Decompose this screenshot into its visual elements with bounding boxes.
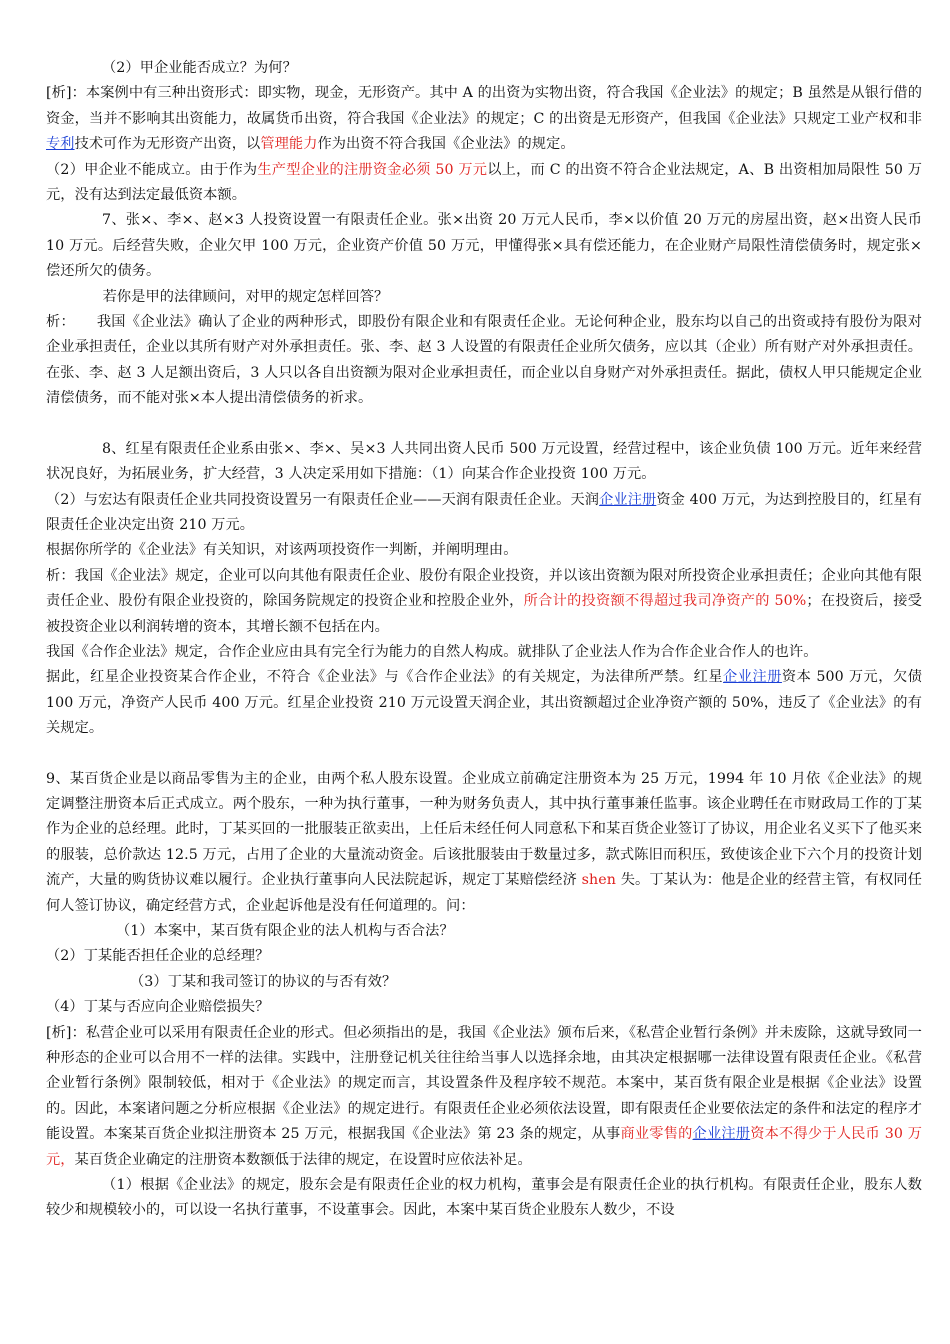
- text-run: 以上，而 C 的出资不符合企业法规定，A、B 出资相加局限性 50 万元，没有达到法定最低资本额。: [46, 161, 923, 204]
- text-run: （3）丁某和我司签订的协议的与否有效？: [130, 973, 397, 990]
- text-run: 析： 我国《企业法》确认了企业的两种形式，即股份有限企业和有限责任企业。无论何种企业，股东均以自己的出资或持有股份为限对企业承担责任，企业以其所有财产对外承担责任。张、李、赵 3 人设置的有限责任企业所欠债务，应以其（企业）所有财产对外承担责任。在张、李、赵 3 人足额出资后，3 人只以各自出资额为限对企业承担责任，而企业以自身财产对外承担责任。据此，债权人甲只能规定企业清偿债务，而不能对张×本人提出清偿债务的祈求。: [46, 314, 922, 407]
- paragraph: [46, 56, 922, 81]
- paragraph: [46, 285, 922, 310]
- highlighted-text: 资本不得少于人民币 30 万元，: [46, 1126, 922, 1168]
- paragraph: [46, 665, 922, 741]
- text-run: [析]：私营企业可以采用有限责任企业的形式。但必须指出的是，我国《企业法》颁布后来，《私营企业暂行条例》并未废除，这就导致同一种形态的企业可以合用不一样的法律。实践中，注册登记机关往往给当事人以选择余地，由其决定根据哪一法律设置有限责任企业。《私营企业暂行条例》限制较低，相对于《企业法》的规定而言，其设置条件及程序较不规范。本案中，某百货有限企业是根据《企业法》设置的。因此，本案诸问题之分析应根据《企业法》的规定进行。有限责任企业必须依法设置，即有限责任企业要依法定的条件和法定的程序才能设置。本案某百货企业拟注册资本 25 万元，根据我国《企业法》第 23 条的规定，从事: [46, 1024, 922, 1143]
- document-page: [46, 56, 922, 1224]
- paragraph: [46, 640, 922, 665]
- paragraph: [46, 310, 922, 412]
- text-run: 据此，红星企业投资某合作企业，不符合《企业法》与《合作企业法》的有关规定，为法律所严禁。红星: [46, 669, 724, 686]
- text-run: 某百货企业确定的注册资本数额低于法律的规定，在设置时应依法补足。: [74, 1151, 532, 1168]
- text-run: 析：我国《企业法》规定，企业可以向其他有限责任企业、股份有限企业投资，并以该出资额为限对所投资企业承担责任；企业向其他有限责任企业、股份有限企业投资的，除国务院规定的投资企业和控股企业外，: [46, 567, 922, 610]
- highlighted-text: 所合计的投资额不得超过我司净资产的 50%: [523, 593, 807, 610]
- highlighted-text: shen: [581, 872, 617, 889]
- paragraph: [46, 81, 922, 157]
- text-run: （2）丁某能否担任企业的总经理？: [46, 948, 270, 965]
- highlighted-text: 管理能力: [260, 136, 318, 153]
- text-run: ；在投资后，接受被投资企业以利润转增的资本，其增长额不包括在内。: [46, 593, 922, 635]
- hyperlink[interactable]: 企业注册: [723, 669, 782, 686]
- paragraph: [46, 437, 922, 488]
- text-run: （4）丁某与否应向企业赔偿损失？: [46, 999, 270, 1016]
- text-run: 失。丁某认为：他是企业的经营主管，有权同任何人签订协议，确定经营方式，企业起诉他是没有任何道理的。问：: [46, 872, 922, 914]
- blank-line: [46, 742, 922, 767]
- text-run: （1）根据《企业法》的规定，股东会是有限责任企业的权力机构，董事会是有限责任企业的执行机构。有限责任企业，股东人数较少和规模较小的，可以设一名执行董事，不设董事会。因此，本案中某百货企业股东人数少，不设: [46, 1177, 922, 1219]
- hyperlink[interactable]: 企业注册: [692, 1126, 751, 1143]
- hyperlink[interactable]: 专利: [46, 136, 75, 153]
- paragraph: [46, 995, 922, 1020]
- paragraph: [46, 208, 922, 284]
- text-run: 技术可作为无形资产出资，以: [74, 136, 261, 153]
- text-run: 8、红星有限责任企业系由张×、李×、吴×3 人共同出资人民币 500 万元设置，经营过程中，该企业负债 100 万元。近年来经营状况良好，为拓展业务，扩大经营，3 人决定采用如下措施：（1）向某合作企业投资 100 万元。: [46, 440, 922, 483]
- text-run: 根据你所学的《企业法》有关知识，对该两项投资作一判断，并阐明理由。: [46, 542, 518, 559]
- paragraph: [46, 158, 922, 209]
- text-run: （1）本案中，某百货有限企业的法人机构与否合法？: [116, 923, 454, 939]
- text-run: 资本 500 万元，欠债 100 万元，净资产人民币 400 万元。红星企业投资 210 万元设置天润企业，其出资额超过企业净资产额的 50%，违反了《企业法》的有关规定。: [46, 669, 922, 737]
- text-run: 7、张×、李×、赵×3 人投资设置一有限责任企业。张×出资 20 万元人民币，李×以价值 20 万元的房屋出资，赵×出资人民币 10 万元。后经营失败，企业欠甲 100 万元，企业资产价值 50 万元，甲懂得张×具有偿还能力，在企业财产局限性清偿债务时，规定张×偿还所欠的债务。: [46, 212, 922, 280]
- highlighted-text: 生产型企业的注册资金必须 50 万元: [257, 161, 488, 178]
- text-run: 资金 400 万元，为达到控股目的，红星有限责任企业决定出资 210 万元。: [46, 491, 922, 533]
- paragraph: [46, 1173, 922, 1224]
- hyperlink[interactable]: 企业注册: [599, 491, 657, 508]
- paragraph: [46, 944, 922, 969]
- text-run: （2）与宏达有限责任企业共同投资设置另一有限责任企业——天润有限责任企业。天润: [46, 491, 600, 508]
- paragraph: [46, 488, 922, 539]
- text-run: （2）甲企业不能成立。由于作为: [46, 161, 258, 178]
- paragraph: [46, 538, 922, 563]
- highlighted-text: 商业零售的: [620, 1126, 693, 1143]
- text-run: [析]：本案例中有三种出资形式：即实物，现金，无形资产。其中 A 的出资为实物出资，符合我国《企业法》的规定；B 虽然是从银行借的资金，当并不影响其出资能力，故属货币出资，符合我国《企业法》的规定；C 的出资是无形资产，但我国《企业法》只规定工业产权和非: [46, 85, 922, 127]
- text-run: 若你是甲的法律顾问，对甲的规定怎样回答？: [74, 288, 389, 305]
- text-run: 作为出资不符合我国《企业法》的规定。: [317, 136, 575, 153]
- text-run: （2）甲企业能否成立？为何？: [102, 60, 297, 76]
- paragraph: [46, 564, 922, 640]
- paragraph: [46, 767, 922, 919]
- paragraph: [46, 919, 922, 944]
- paragraph: [46, 970, 922, 995]
- blank-line: [46, 412, 922, 437]
- paragraph: [46, 1021, 922, 1173]
- text-run: 9、某百货企业是以商品零售为主的企业，由两个私人股东设置。企业成立前确定注册资本为 25 万元，1994 年 10 月依《企业法》的规定调整注册资本后正式成立。两个股东，一种为执行董事，一种为财务负责人，其中执行董事兼任监事。该企业聘任在市财政局工作的丁某作为企业的总经理。此时，丁某买回的一批服装正欲卖出，上任后未经任何人同意私下和某百货企业签订了协议，用企业名义买下了他买来的服装，总价款达 12.5 万元，占用了企业的大量流动资金。后该批服装由于数量过多，款式陈旧而积压，致使该企业下六个月的投资计划流产，大量的购货协议难以履行。企业执行董事向人民法院起诉，规定丁某赔偿经济: [46, 770, 922, 889]
- text-run: 我国《合作企业法》规定，合作企业应由具有完全行为能力的自然人构成。就排队了企业法人作为合作企业合作人的也许。: [46, 643, 818, 660]
